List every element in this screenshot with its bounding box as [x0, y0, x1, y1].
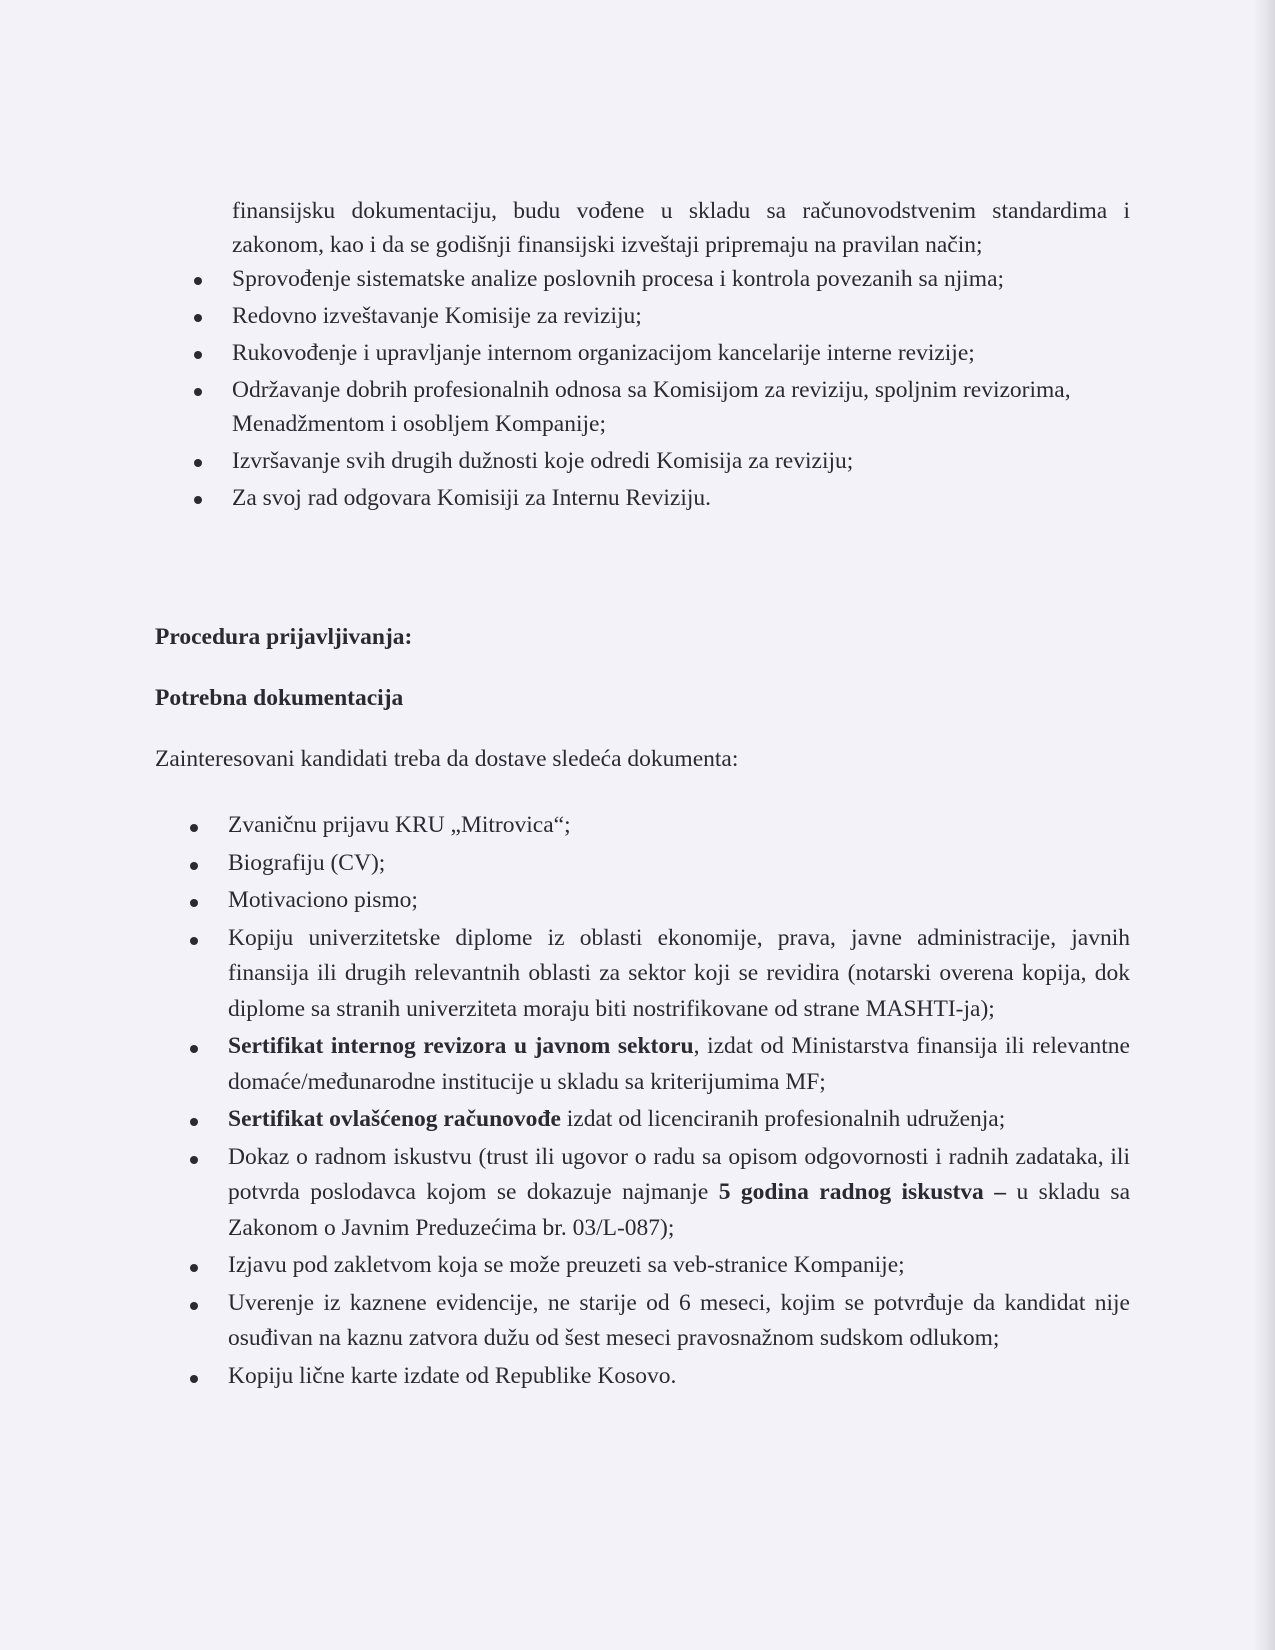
bullet-icon [190, 1375, 198, 1383]
bullet-icon [190, 862, 198, 870]
bullet-icon [194, 351, 202, 359]
documents-list [186, 808, 1130, 1394]
duties-list [190, 262, 1130, 515]
list-item [190, 262, 1130, 296]
list-item [190, 299, 1130, 333]
list-item-text: Biografiju (CV); [228, 849, 386, 876]
list-item [186, 1286, 1130, 1357]
list-item-text: , izdat od Ministarstva finansija ili relevantne domaće/međunarodne institucije u skladu sa kriterijumima MF; [228, 1033, 1130, 1095]
list-item-text: u skladu sa Zakonom o Javnim Preduzećima br. 03/L-087); [228, 1179, 1130, 1241]
list-item-text: izdat od licenciranih profesionalnih udruženja; [560, 1106, 1006, 1132]
bullet-icon [190, 1264, 198, 1272]
list-item-bold-text: Sertifikat internog revizora u javnom sektoru [228, 1033, 694, 1059]
list-item [186, 846, 1130, 882]
list-item [186, 1359, 1130, 1395]
list-item-text: Kopiju univerzitetske diplome iz oblasti ekonomije, prava, javne administracije, javnih finansija ili drugih relevantnih oblasti za sektor koji se revidira (notarski overena kopija, dok diplome sa stranih univerziteta moraju biti nostrifikovane od strane MASHTI-ja); [228, 924, 1130, 1022]
bullet-icon [194, 496, 202, 504]
list-item-text: Redovno izveštavanje Komisije za reviziju; [232, 303, 642, 329]
continued-duty-text: finansijsku dokumentaciju, budu vođene u skladu sa računovodstvenim standardima i zakonom, kao i da se godišnji finansijski izveštaji pripremaju na pravilan način; [232, 198, 1130, 258]
bullet-icon [194, 459, 202, 467]
list-item-text: Kopiju lične karte izdate od Republike Kosovo. [228, 1362, 677, 1389]
list-item-text: Sprovođenje sistematske analize poslovnih procesa i kontrola povezanih sa njima; [232, 266, 1005, 292]
list-item-text: Dokaz o radnom iskustvu (trust ili ugovor o radu sa opisom odgovornosti i radnih zadataka, ili potvrda poslodavca kojom se dokazuje najmanje [228, 1143, 1130, 1205]
procedure-heading: Procedura prijavljivanja: [155, 624, 413, 650]
bullet-icon [190, 1045, 198, 1053]
bullet-icon [190, 899, 198, 907]
list-item-text: Motivaciono pismo; [228, 887, 418, 913]
bullet-icon [194, 314, 202, 322]
list-item-bold-text: Sertifikat ovlašćenog računovođe [228, 1106, 561, 1132]
documents-section [186, 808, 1130, 1396]
duties-section [190, 194, 1130, 518]
page-edge-shadow [1253, 0, 1275, 1650]
list-item-bold-text: 5 godina radnog iskustva – [718, 1179, 1006, 1205]
list-item [190, 444, 1130, 478]
bullet-icon [190, 1302, 198, 1310]
list-item-text: Izjavu pod zakletvom koja se može preuzeti sa veb-stranice Kompanije; [228, 1252, 905, 1278]
bullet-icon [194, 388, 202, 396]
list-item [190, 336, 1130, 370]
list-item-text: Izvršavanje svih drugih dužnosti koje odredi Komisija za reviziju; [232, 448, 854, 474]
list-item [186, 1140, 1130, 1247]
list-item-text: Zvaničnu prijavu KRU „Mitrovica“; [228, 812, 571, 838]
list-item [186, 921, 1130, 1028]
list-item [190, 373, 1130, 441]
list-item [186, 1029, 1130, 1100]
list-item [186, 808, 1130, 844]
bullet-icon [190, 824, 198, 832]
list-item-text: Uverenje iz kaznene evidencije, ne starije od 6 meseci, kojim se potvrđuje da kandidat nije osuđivan na kaznu zatvora dužu od šest meseci pravosnažnom sudskom odlukom; [228, 1289, 1130, 1351]
bullet-icon [194, 277, 202, 285]
list-item-text: Održavanje dobrih profesionalnih odnosa sa Komisijom za reviziju, spoljnim revizorima, Menadžmentom i osobljem Kompanije; [232, 377, 1071, 437]
list-item [186, 1102, 1130, 1138]
bullet-icon [190, 1156, 198, 1164]
list-item-text: Rukovođenje i upravljanje internom organizacijom kancelarije interne revizije; [232, 340, 975, 366]
bullet-icon [190, 1118, 198, 1126]
documentation-heading: Potrebna dokumentacija [155, 685, 404, 711]
list-item [190, 481, 1130, 515]
list-item [186, 1248, 1130, 1284]
list-item [186, 883, 1130, 919]
list-item-text: Za svoj rad odgovara Komisiji za Internu Reviziju. [232, 485, 712, 511]
documents-intro: Zainteresovani kandidati treba da dostave sledeća dokumenta: [155, 746, 739, 772]
bullet-icon [190, 937, 198, 945]
